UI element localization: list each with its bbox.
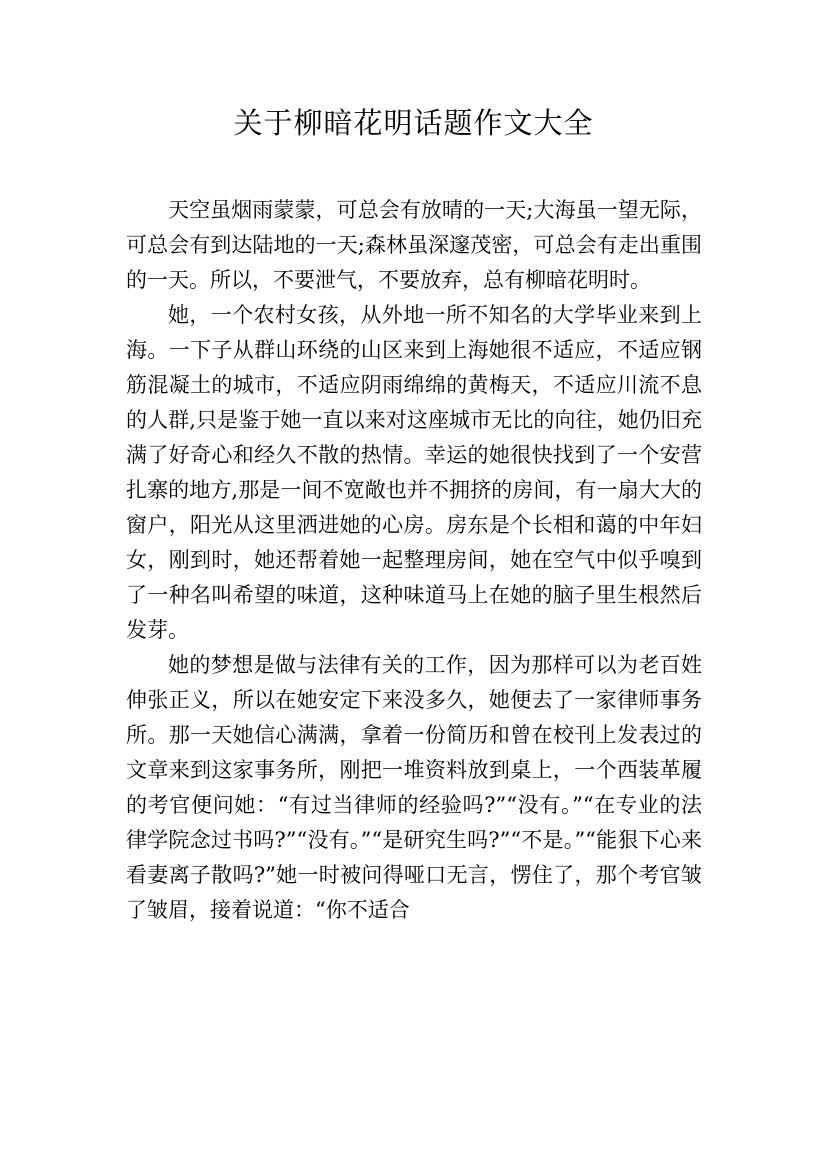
paragraph-3: 她的梦想是做与法律有关的工作，因为那样可以为老百姓伸张正义，所以在她安定下来没多久，她便去了一家律师事务所。那一天她信心满满，拿着一份简历和曾在校刊上发表过的文章来到这家事务所，刚把一堆资料放到桌上，一个西装革履的考官便问她：“有过当律师的经验吗?”“没有。”“在专业的法律学院念过书吗?”“没有。”“是研究生吗?”“不是。”“能狠下心来看妻离子散吗?”她一时被问得哑口无言，愣住了，那个考官皱了皱眉，接着说道：“你不适合	[126, 653, 702, 922]
paragraph-2: 她，一个农村女孩，从外地一所不知名的大学毕业来到上海。一下子从群山环绕的山区来到上海她很不适应，不适应钢筋混凝土的城市，不适应阴雨绵绵的黄梅天，不适应川流不息的人群,只是鉴于她一直以来对这座城市无比的向往，她仍旧充满了好奇心和经久不散的热情。幸运的她很快找到了一个安营扎寨的地方,那是一间不宽敞也并不拥挤的房间，有一扇大大的窗户，阳光从这里洒进她的心房。房东是个长相和蔼的中年妇女，刚到时，她还帮着她一起整理房间，她在空气中似乎嗅到了一种名叫希望的味道，这种味道马上在她的脑子里生根然后发芽。	[126, 303, 702, 642]
document-title: 关于柳暗花明话题作文大全	[233, 106, 594, 140]
paragraph-1: 天空虽烟雨蒙蒙，可总会有放晴的一天;大海虽一望无际，可总会有到达陆地的一天;森林虽深邃茂密，可总会有走出重围的一天。所以，不要泄气，不要放弃，总有柳暗花明时。	[126, 198, 702, 292]
document-body	[126, 193, 702, 928]
